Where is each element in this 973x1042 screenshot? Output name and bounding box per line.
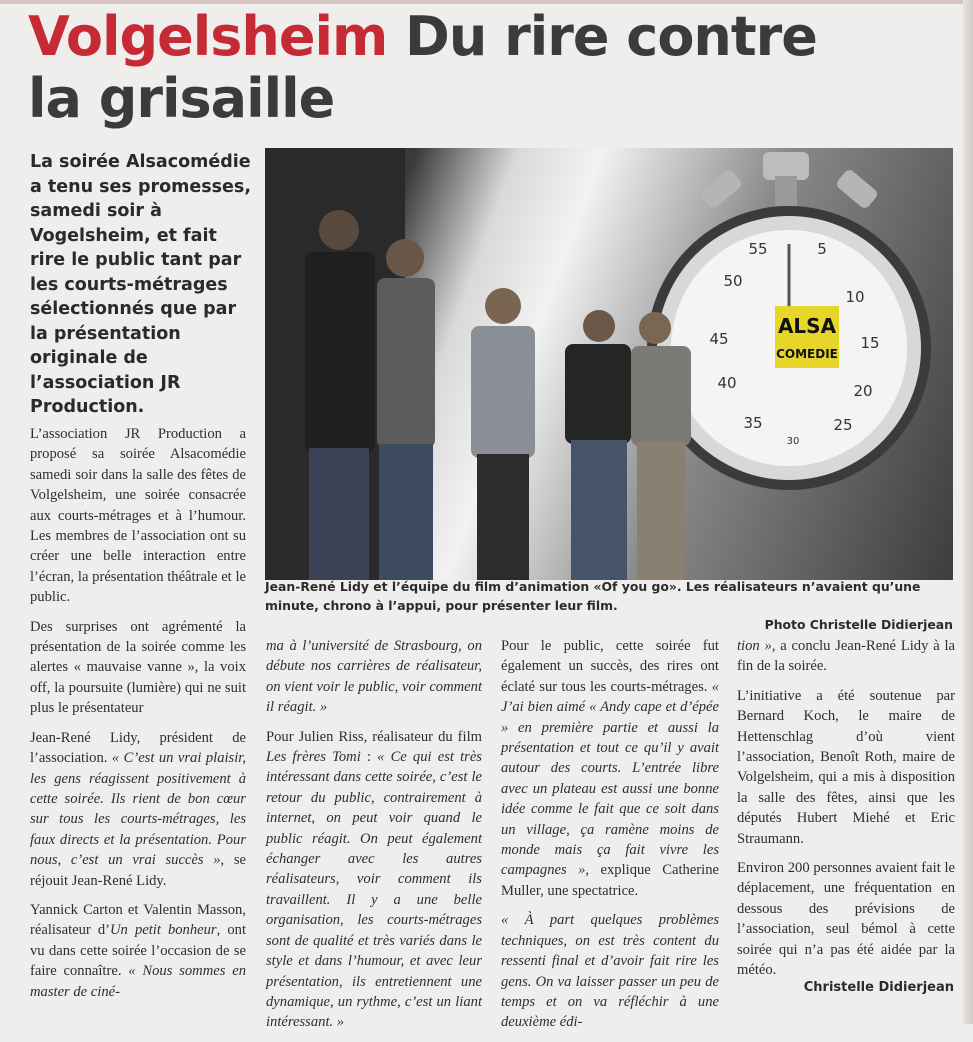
body-column-1 <box>30 424 246 1011</box>
dial-number-15: 15 <box>860 334 880 352</box>
paragraph <box>501 636 719 901</box>
dial-number-35: 35 <box>743 414 763 432</box>
paragraph <box>30 900 246 1002</box>
logo-text-line2: COMEDIE <box>776 347 838 361</box>
paragraph: L’association JR Production a proposé sa soirée Alsacomédie samedi soir dans la salle des fêtes de Volgelsheim, une soirée consacrée aux courts-métrages et à l’humour. Les membres de l’association ont su créer une belle interaction entre l’écran, la présentation théâtrale et le public. <box>30 426 246 606</box>
headline-title-line1: Du rire contre <box>405 5 817 68</box>
author-signature: Christelle Didierjean <box>803 980 954 995</box>
paragraph <box>266 636 482 718</box>
film-title: Un petit bonheur <box>110 922 217 939</box>
text-span: Pour le public, cette soirée fut également un succès, des rires ont éclaté sur tous les courts-métrages. <box>501 638 719 695</box>
dial-number-45: 45 <box>709 330 729 348</box>
headline-title-line2: la grisaille <box>28 67 335 130</box>
quote: « À part quelques problèmes techniques, on est très content du ressenti final et d’avoir fait rire les gens. On va laisser passer un peu de temps et on va réfléchir à une deuxième édi- <box>501 912 719 1031</box>
paragraph: Des surprises ont agrémenté la présentation de la soirée comme les alertes « mauvaise vanne », la voix off, la poursuite (lumière) qui ne suit plus le présentateur <box>30 618 246 717</box>
quote: « J’ai bien aimé « Andy cape et d’épée » en première partie et aussi la présentation et tout ce qu’il y avait autour des courts. L’entrée libre avec un plateau est aussi une bonne idée comme le fait que ce soit dans un village, ça ramène moins de monde mais ça fait vivre les campagnes » <box>501 678 719 879</box>
paragraph <box>501 910 719 1032</box>
dial-number-5: 5 <box>817 240 827 258</box>
quote: « Nous sommes en master de ciné- <box>30 963 246 1000</box>
dial-number-30: 30 <box>786 436 800 447</box>
body-column-2 <box>266 636 482 1042</box>
article-photo <box>265 148 953 580</box>
people-on-stage <box>305 210 691 580</box>
text-span: , ont vu dans cette soirée l’occasion de se faire connaître. <box>30 922 246 980</box>
text-span: , se réjouit Jean-René Lidy. <box>30 852 246 889</box>
quote: tion » <box>737 638 772 654</box>
body-column-3 <box>501 636 719 1042</box>
paragraph <box>30 728 246 891</box>
page-fold <box>963 0 973 1024</box>
logo-text-line1: ALSA <box>777 314 837 338</box>
photo-illustration <box>265 148 953 580</box>
text-span: Yannick Carton et Valentin Masson, réalisateur d’ <box>30 901 246 939</box>
text-span: : <box>366 749 371 766</box>
dial-number-55: 55 <box>748 240 768 258</box>
text-span: Jean-René Lidy, président de l’association. <box>30 729 246 767</box>
text-span: , explique Catherine Muller, une spectatrice. <box>501 862 719 899</box>
body-column-4 <box>737 636 955 990</box>
quote: « C’est un vrai plaisir, les gens réagissent positivement à cette soirée. Ils rient de bon cœur sur tous les courts-métrages, les faux directs et la présentation. Pour nous, c’est un vrai succès » <box>30 750 246 869</box>
paragraph <box>737 636 955 677</box>
quote: « Ce qui est très intéressant dans cette soirée, c’est le retour du public, contrairement à internet, on peut voir quand le public réagit. On peut également échanger avec les autres réalisateurs, voir comment ils travaillent. Il y a une belle organisation, les courts-métrages sont de qualité et très variés dans le style et dans l’humour, et avec leur présentation, ils entretiennent une dynamique, un rythme, c’est un liant intéressant. » <box>266 749 482 1031</box>
article-headline <box>28 6 928 130</box>
page-top-edge <box>0 0 973 4</box>
dial-number-50: 50 <box>723 272 743 290</box>
photo-credit: Photo Christelle Didierjean <box>764 617 953 632</box>
text-span: Pour Julien Riss, réalisateur du film <box>266 728 482 745</box>
quote: ma à l’université de Strasbourg, on débute nos carrières de réalisateur, on vient voir le public, voir comment il réagit. » <box>266 638 482 716</box>
dial-number-20: 20 <box>853 382 873 400</box>
dial-number-25: 25 <box>833 416 853 434</box>
dial-number-10: 10 <box>845 288 865 306</box>
article-lead: La soirée Alsacomédie a tenu ses promesses, samedi soir à Vogelsheim, et fait rire le public tant par les courts-métrages sélectionnés que par la présentation originale de l’association JR Production. <box>30 152 251 417</box>
text-span: , a conclu Jean-René Lidy à la fin de la soirée. <box>737 638 956 675</box>
photo-caption <box>265 577 953 634</box>
dial-number-40: 40 <box>717 374 737 392</box>
paragraph: L’initiative a été soutenue par Bernard Koch, le maire de Hettenschlag d’où vient l’association, Benoît Roth, maire de Volgelsheim, qui a mis à disposition la salle des fêtes, ainsi que les députés Hubert Miehé et Eric Straumann. <box>737 687 955 847</box>
film-title: Les frères Tomi <box>266 749 361 766</box>
paragraph: Environ 200 personnes avaient fait le déplacement, une fréquentation en dessous des prévisions de l’association, seul bémol à cette soirée qui n’a pas été aidée par la météo. <box>737 860 955 979</box>
headline-place: Volgelsheim <box>28 5 388 68</box>
caption-text: Jean-René Lidy et l’équipe du film d’animation «Of you go». Les réalisateurs n’avaient qu’une minute, chrono à l’appui, pour présenter leur film. <box>265 579 921 613</box>
paragraph <box>266 727 482 1033</box>
